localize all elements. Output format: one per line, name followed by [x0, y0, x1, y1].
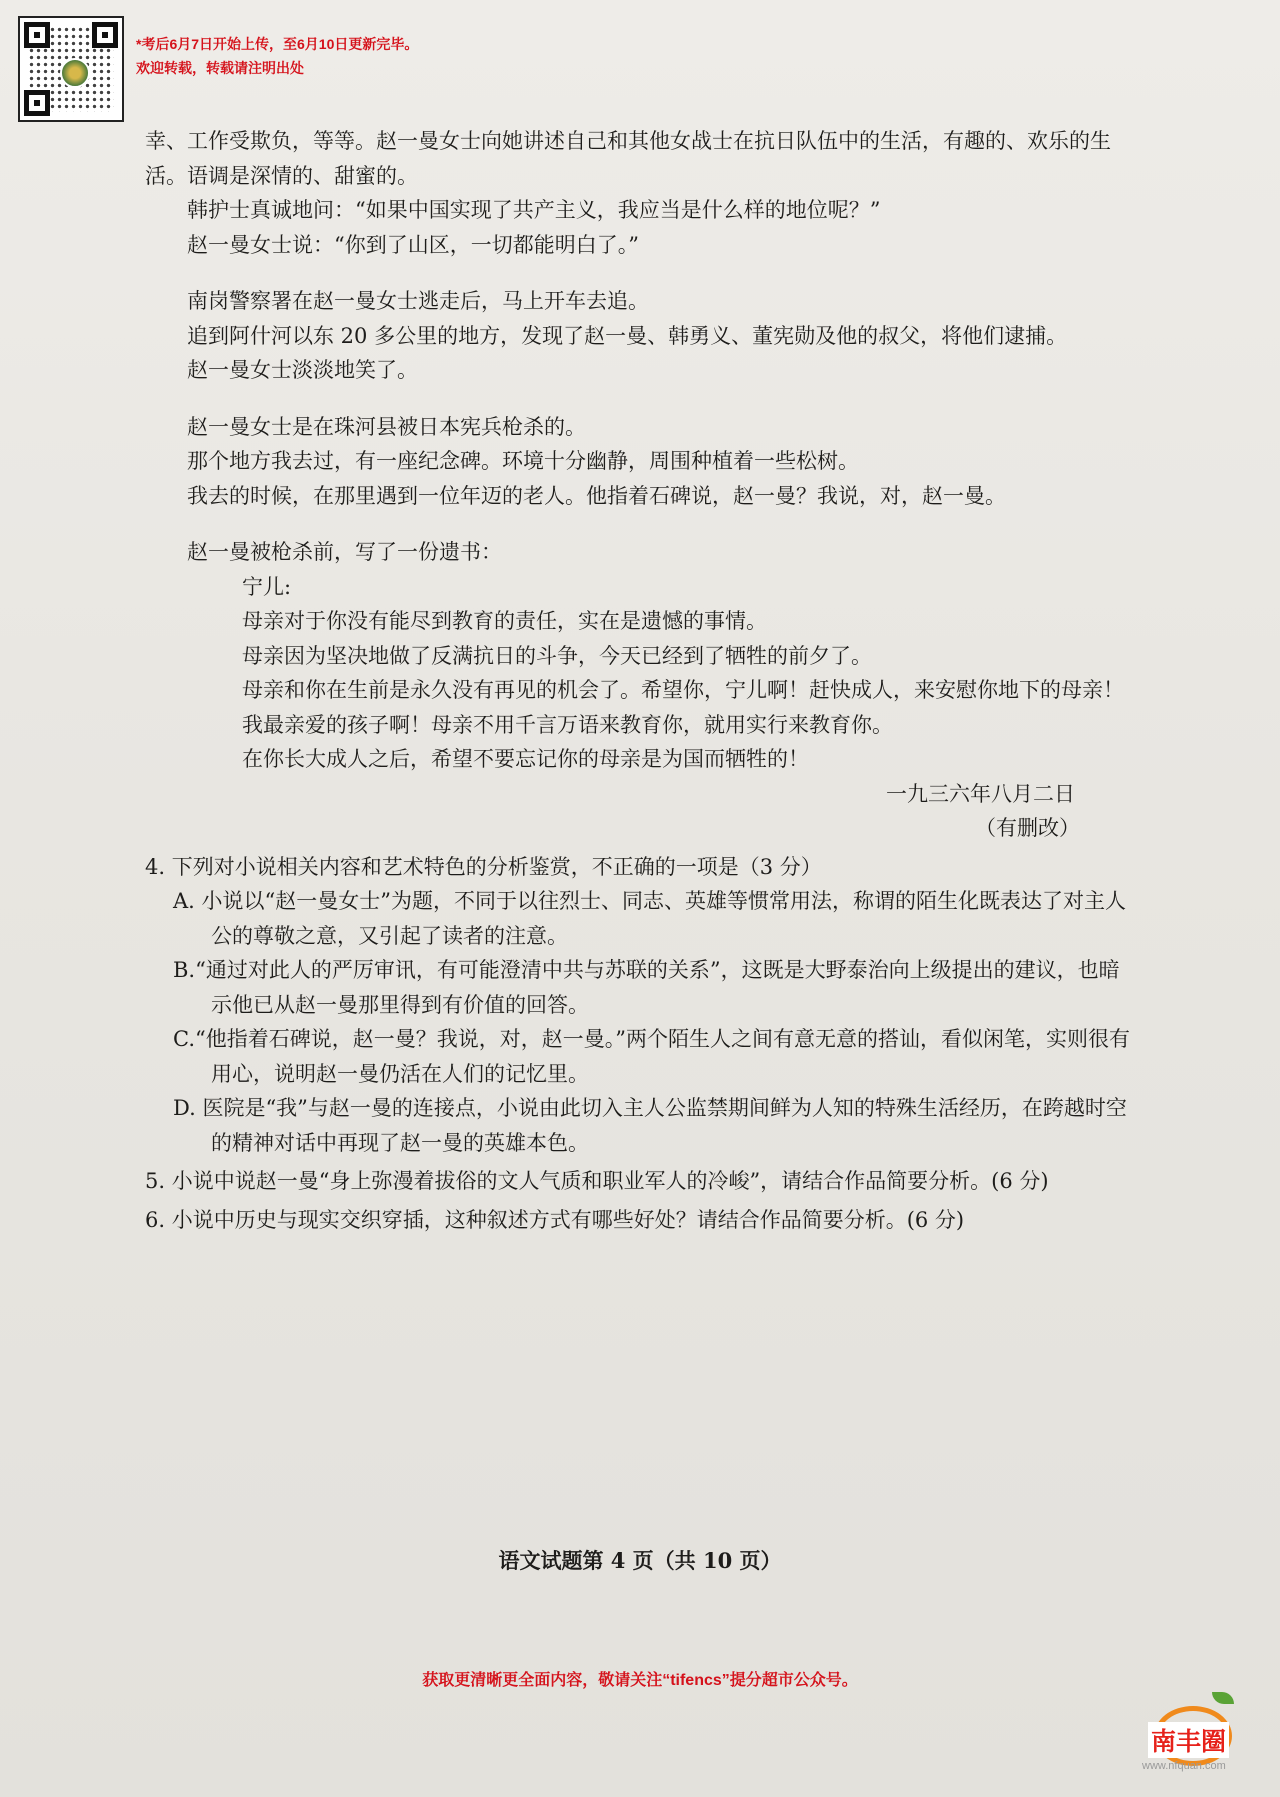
upload-notice [136, 32, 418, 80]
abridged-note: （有删改） [975, 816, 1080, 840]
qr-finder-icon [24, 22, 50, 48]
promo-banner: 获取更清晰更全面内容，敬请关注“tifencs”提分超市公众号。 [422, 1672, 858, 1689]
passage-paragraph: 幸、工作受欺负，等等。赵一曼女士向她讲述自己和其他女战士在抗日队伍中的生活，有趣的、欢乐的生活。语调是深情的、甜蜜的。 [145, 129, 1111, 188]
passage-paragraph: 赵一曼女士淡淡地笑了。 [187, 358, 418, 382]
passage-paragraph: 赵一曼被枪杀前，写了一份遗书： [187, 540, 502, 564]
letter-paragraph: 母亲对于你没有能尽到教育的责任，实在是遗憾的事情。 [242, 609, 767, 633]
passage-paragraph: 赵一曼女士说：“你到了山区，一切都能明白了。” [187, 232, 639, 257]
brand-url: www.nfquan.com [1142, 1760, 1226, 1772]
option-c: C.“他指着石碑说，赵一曼？我说，对，赵一曼。”两个陌生人之间有意无意的搭讪，看似闲笔，实则很有用心，说明赵一曼仍活在人们的记忆里。 [173, 1027, 1130, 1086]
qr-logo-icon [60, 58, 90, 88]
brand-name: 南丰圈 [1148, 1722, 1229, 1758]
notice-line-1: *考后6月7日开始上传，至6月10日更新完毕。 [136, 36, 419, 52]
letter-paragraph: 母亲因为坚决地做了反满抗日的斗争，今天已经到了牺牲的前夕了。 [242, 643, 872, 668]
option-a: A. 小说以“赵一曼女士”为题，不同于以往烈士、同志、英雄等惯常用法，称谓的陌生化既表达了对主人公的尊敬之意，又引起了读者的注意。 [173, 889, 1126, 948]
brand-logo[interactable] [1142, 1690, 1260, 1780]
letter-paragraph: 在你长大成人之后，希望不要忘记你的母亲是为国而牺牲的！ [242, 747, 809, 771]
passage-paragraph: 南岗警察署在赵一曼女士逃走后，马上开车去追。 [187, 289, 649, 313]
question-stem: 6. 小说中历史与现实交织穿插，这种叙述方式有哪些好处？请结合作品简要分析。(6 分) [145, 1207, 965, 1232]
letter-date: 一九三六年八月二日 [886, 781, 1075, 806]
passage-paragraph: 那个地方我去过，有一座纪念碑。环境十分幽静，周围种植着一些松树。 [187, 449, 859, 473]
passage-paragraph: 追到阿什河以东 20 多公里的地方，发现了赵一曼、韩勇义、董宪勋及他的叔父，将他们逮捕。 [187, 323, 1068, 348]
passage-paragraph: 韩护士真诚地问：“如果中国实现了共产主义，我应当是什么样的地位呢？” [187, 198, 881, 222]
option-d: D. 医院是“我”与赵一曼的连接点，小说由此切入主人公监禁期间鲜为人知的特殊生活经历，在跨越时空的精神对话中再现了赵一曼的英雄本色。 [173, 1096, 1127, 1155]
letter-salutation: 宁儿: [242, 574, 292, 599]
letter-paragraph: 母亲和你在生前是永久没有再见的机会了。希望你，宁儿啊！赶快成人，来安慰你地下的母亲！我最亲爱的孩子啊！母亲不用千言万语来教育你，就用实行来教育你。 [242, 678, 1124, 737]
page-number: 语文试题第 4 页（共 10 页） [498, 1548, 782, 1573]
passage-paragraph: 我去的时候，在那里遇到一位年迈的老人。他指着石碑说，赵一曼？我说，对，赵一曼。 [187, 483, 1006, 508]
question-stem: 4. 下列对小说相关内容和艺术特色的分析鉴赏，不正确的一项是（3 分） [145, 854, 822, 879]
will-letter [145, 570, 1135, 777]
question-4 [145, 850, 1135, 1161]
qr-finder-icon [92, 22, 118, 48]
notice-line-2: 欢迎转载，转载请注明出处 [136, 60, 304, 76]
question-5 [145, 1164, 1135, 1199]
reading-passage [145, 124, 1135, 1237]
passage-paragraph: 赵一曼女士是在珠河县被日本宪兵枪杀的。 [187, 414, 586, 439]
leaf-icon [1212, 1692, 1234, 1704]
qr-finder-icon [24, 90, 50, 116]
option-b: B.“通过对此人的严厉审讯，有可能澄清中共与苏联的关系”，这既是大野泰治向上级提出的建议，也暗示他已从赵一曼那里得到有价值的回答。 [173, 958, 1120, 1017]
question-6 [145, 1203, 1135, 1238]
question-stem: 5. 小说中说赵一曼“身上弥漫着拔俗的文人气质和职业军人的冷峻”，请结合作品简要分析。(6 分) [145, 1169, 1049, 1193]
qr-code[interactable] [18, 16, 124, 122]
